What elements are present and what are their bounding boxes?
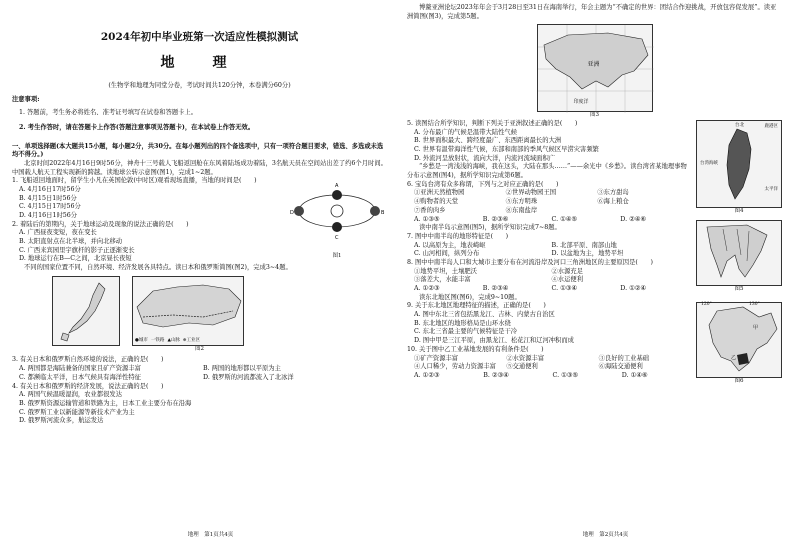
q6-option-a: A. ①③⑤ <box>414 215 440 223</box>
notice-1: 1. 答题前，考生务必将姓名、准考证号填写在试卷和答题卡上。 <box>19 109 198 117</box>
page-1-footer: 地理 第1页共4页 <box>187 532 234 539</box>
question-9: 9. 关于东北地区地理特征的描述，正确的是( ) <box>407 302 546 310</box>
q3-option-c: C. 都濒临太平洋，日本气候具有海洋性特征 <box>19 373 141 381</box>
q3-option-b: B. 两国的地形都以平原为主 <box>203 365 281 373</box>
q4-option-b: B. 俄罗斯资源运输管道和铁路为主，日本工业主要分布在沿海 <box>19 399 192 407</box>
q4-option-d: D. 俄罗斯河流众多，航运发达 <box>19 417 104 425</box>
exam-title: 2024年初中毕业班第一次适应性模拟测试 <box>100 31 299 43</box>
q9-option-a: A. 图中东北三省包括黑龙江、吉林、内蒙古自治区 <box>414 311 555 319</box>
q5-option-a: A. 分布最广的气候是温带大陆性气候 <box>414 128 518 136</box>
q4-option-a: A. 两国气候温暖湿润，农业都很发达 <box>19 391 123 399</box>
q10-option-d: D. ①④⑥ <box>621 371 648 379</box>
q1-option-b: B. 4月15日1时56分 <box>19 194 77 202</box>
legend-industry: ⊕工业区 <box>182 337 201 343</box>
q6-item-2: ②世界动物园王国 <box>505 189 557 197</box>
q3-option-a: A. 两国都是海陆兼备的国家且矿产资源丰富 <box>19 365 141 373</box>
q8-item-4: ④水运便利 <box>551 276 583 284</box>
q10-option-b: B. ②③④ <box>483 371 509 379</box>
figure-3 <box>537 24 653 112</box>
fig4-legend-2: 台北 <box>735 122 744 128</box>
fig4-legend-4: 太平洋 <box>764 186 778 192</box>
q6-option-b: B. ②③⑥ <box>482 215 509 223</box>
q8-option-b: B. ②③④ <box>482 285 509 293</box>
q9-option-c: C. 东北三省最主要的气候特征是干冷 <box>414 328 518 336</box>
intro-q3-4: 不同的国家位置不同，自然环境、经济发展各具特点。读日本和俄罗斯简图(图2)，完成3~4题。 <box>24 264 292 272</box>
q10-item-2: ②水资源丰富 <box>506 354 545 362</box>
q2-option-b: B. 太阳直射点在北半球，并向北移动 <box>19 238 123 246</box>
russia-map <box>132 276 244 346</box>
question-6: 6. 宝岛台湾有众多称谓，下列与之对应正确的是( ) <box>407 180 559 188</box>
intro-q6: “乡愁是一湾浅浅的海峡，我在这头，大陆在那头……”——余光中《乡愁》。读台湾省某地理事物分布示意图(图4)，据所学知识完成第6题。 <box>407 163 687 180</box>
svg-text:B: B <box>381 210 385 217</box>
earth-orbit-diagram <box>287 177 387 249</box>
figure-2 <box>52 276 387 346</box>
indochina-map <box>697 221 783 287</box>
legend-mountain: ▲山脉 <box>167 337 180 343</box>
intro-q5: 博鳌亚洲论坛2023年年会于3月28日至31日在海南举行，年会主题为“不确定的世界：团结合作迎挑战，开放包容促发展”。读亚洲简图(图3)，完成第5题。 <box>407 4 777 20</box>
q10-item-3: ③良好的工业基础 <box>598 354 650 362</box>
intro-q7-8: 读中南半岛示意图(图5)，据所学知识完成7~8题。 <box>419 224 561 232</box>
figure-4-label: 图4 <box>734 207 744 214</box>
section-1-heading: 一、单项选择题(本大题共15小题，每小题2分，共30分。在每小题列出的四个备选项中，只有一项符合题目要求，错选、多选或未选均不得分。) <box>12 142 384 159</box>
page-2 <box>397 0 794 544</box>
figure-6-label: 图6 <box>734 378 744 385</box>
q5-option-b: B. 世界面积最大、跨经度最广、东西距离最长的大洲 <box>414 137 562 145</box>
northeast-china-map <box>697 303 783 379</box>
figure-5-label: 图5 <box>734 285 744 292</box>
q1-option-d: D. 4月16日1时56分 <box>19 212 78 220</box>
fig6-lon-120: 120° <box>701 302 712 308</box>
indian-ocean-label: 印度洋 <box>573 99 589 106</box>
q8-option-c: C. ①③④ <box>551 285 578 293</box>
notice-heading: 注意事项: <box>12 96 40 104</box>
svg-text:D: D <box>290 210 294 217</box>
figure-1 <box>287 177 387 264</box>
page-2-footer: 地理 第2页共4页 <box>582 532 629 539</box>
q7-option-d: D. 以盆地为主，地势平坦 <box>551 250 624 258</box>
question-2: 2. 着陆后的第期内，关于地球运动及现象的说法正确的是( ) <box>12 220 189 228</box>
q10-option-c: C. ①③⑤ <box>552 371 579 379</box>
legend-railway: 一铁路 <box>150 337 165 343</box>
q1-option-c: C. 4月15日17时56分 <box>19 203 81 211</box>
q9-option-d: D. 图中甲是三江平原，由黑龙江、松花江和辽河冲积而成 <box>414 337 574 345</box>
asia-label: 亚洲 <box>587 61 600 69</box>
question-5: 5. 读图结合所学知识，判断下列关于亚洲叙述正确的是( ) <box>407 119 578 127</box>
figure-6 <box>696 302 782 378</box>
q6-item-6: ⑥海上粮仓 <box>597 198 629 206</box>
q6-item-1: ①亚洲天然植物园 <box>414 189 465 197</box>
q4-option-c: C. 俄罗斯工业以新能源等新技术产业为主 <box>19 408 135 416</box>
q2-option-d: D. 地球运行在B—C之间，北京昼长夜短 <box>19 255 132 263</box>
q6-option-d: D. ②④⑥ <box>620 215 647 223</box>
q8-item-3: ③落差大，水能丰富 <box>414 276 471 284</box>
q8-item-2: ②水源充足 <box>551 267 583 275</box>
question-3: 3. 有关日本和俄罗斯自然环境的说法，正确的是( ) <box>12 356 164 364</box>
q8-option-a: A. ①②③ <box>414 285 440 293</box>
q6-option-c: C. ①④⑤ <box>551 215 578 223</box>
q2-option-a: A. 广西昼夜变短，夜在变长 <box>19 229 97 237</box>
question-10: 10. 关于图中乙工业基地发展的有利条件是( ) <box>407 345 544 353</box>
svg-text:A: A <box>335 183 339 190</box>
figure-1-label: 图1 <box>332 252 342 259</box>
q6-item-4: ④购物者的天堂 <box>414 198 459 206</box>
question-7: 7. 图中中南半岛的地形特征是( ) <box>407 232 509 240</box>
q9-option-b: B. 东北地区的地形格局是山环水绕 <box>414 319 511 327</box>
intro-q9-10: 读东北地区图(图6)，完成9~10题。 <box>419 293 521 301</box>
q6-item-7: ⑦香的肉乡 <box>414 206 446 214</box>
q10-item-5: ⑤交通便利 <box>506 363 538 371</box>
q5-option-c: C. 世界有温带海洋性气候，东部和南部的季风气候区早涝灾害频繁 <box>414 146 599 154</box>
question-8: 8. 图中中南半岛人口和大城市主要分布在河流沿岸及河口三角洲地区的主要原因是( ) <box>407 258 653 266</box>
q10-item-6: ⑥海陆交通便利 <box>598 363 643 371</box>
figure-2-label: 图2 <box>195 345 204 352</box>
q2-option-c: C. 广西来宾园里宇旗杆的影子正逐渐变长 <box>19 246 135 254</box>
figure-3-label: 图3 <box>590 112 599 119</box>
fig6-mark-jia: 甲 <box>753 325 759 332</box>
fig6-lon-130: 130° <box>749 302 760 308</box>
q10-item-1: ①矿产资源丰富 <box>414 354 459 362</box>
q7-option-b: B. 北部平原、南部山地 <box>551 241 617 249</box>
q3-option-d: D. 俄罗斯的河流都流入了北冰洋 <box>203 373 294 381</box>
q1-option-a: A. 4月16日17时56分 <box>19 185 81 193</box>
fig4-legend-3: 台湾海峡 <box>700 160 718 166</box>
japan-map <box>52 276 120 346</box>
question-1: 1. 飞船返回地面时，留学生小凡在英国伦敦(中时区)观看现场直播，当地的时间是( ) <box>12 177 257 185</box>
q7-option-c: C. 山河相间，纵列分布 <box>414 250 480 258</box>
q6-item-3: ③东方甜岛 <box>597 189 629 197</box>
exam-info: (生物学和地理为同堂分卷，考试时间共120分钟，本卷满分60分) <box>108 81 291 89</box>
fig4-legend-1: 鹿港区 <box>764 123 778 129</box>
q5-option-d: D. 外流河呈放射状，流向大洋，内流河流域面积广 <box>414 154 556 162</box>
q10-option-a: A. ①②③ <box>414 371 440 379</box>
q8-item-1: ①地势平坦，土壤肥沃 <box>414 267 477 275</box>
svg-text:C: C <box>335 235 339 242</box>
question-4: 4. 有关日本和俄罗斯的经济发展，说法正确的是( ) <box>12 382 164 390</box>
subject-title: 地 理 <box>160 55 239 72</box>
figure-4 <box>696 120 782 208</box>
notice-2: 2. 考生作答时，请在答题卡上作答(答题注意事项见答题卡)，在本试卷上作答无效。 <box>19 123 255 131</box>
fig6-mark-yi: 乙 <box>731 355 737 362</box>
legend-city: ●城市 <box>135 337 148 343</box>
figure-5 <box>696 220 782 286</box>
q8-option-d: D. ①②④ <box>620 285 647 293</box>
q7-option-a: A. 以高原为主，地表崎岖 <box>414 241 486 249</box>
q6-item-5: ⑤东方明珠 <box>505 198 538 206</box>
q6-item-8: ⑧东南盐岸 <box>505 206 538 214</box>
intro-q1-2: 北京时间2022年4月16日9时56分，神舟十三号载人飞船返回舱在东风着陆场成功着陆，3名航天员在空间站出差了约6个月时间。中国载人航天工程实现新的跨越。读地球公转示意图(图1)，完成1~2题。 <box>12 159 387 176</box>
q10-item-4: ④人口稀少，劳动力资源丰富 <box>414 363 496 371</box>
